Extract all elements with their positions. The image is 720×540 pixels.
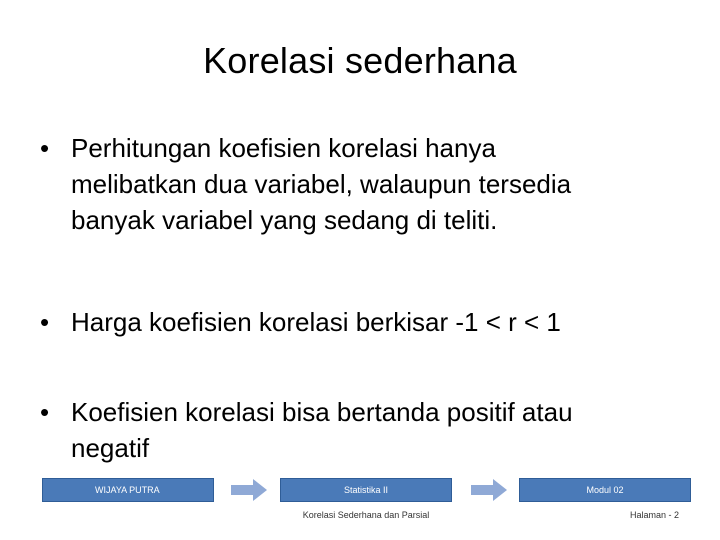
bullet-icon: • [40, 397, 50, 427]
bullet-icon: • [40, 307, 50, 337]
bullet-text [71, 130, 671, 238]
bullet-line: negatif [71, 433, 150, 463]
bullet-line: banyak variabel yang sedang di teliti. [71, 205, 498, 235]
right-arrow-icon [229, 478, 269, 502]
footer-module-box: Modul 02 [519, 478, 691, 502]
slide-title: Korelasi sederhana [203, 40, 517, 81]
bullet-icon: • [40, 133, 50, 163]
footer-author-box: WIJAYA PUTRA [42, 478, 214, 502]
right-arrow-icon [469, 478, 509, 502]
bullet-line: Perhitungan koefisien korelasi hanya [71, 133, 496, 163]
bullet-text [71, 394, 671, 466]
slide-footer [0, 478, 720, 538]
footer-topic: Korelasi Sederhana dan Parsial [302, 510, 430, 520]
bullet-line: Harga koefisien korelasi berkisar -1 < r < 1 [71, 307, 561, 337]
bullet-text [71, 304, 671, 340]
bullet-line: Koefisien korelasi bisa bertanda positif atau [71, 397, 573, 427]
footer-course-box: Statistika II [280, 478, 452, 502]
bullet-line: melibatkan dua variabel, walaupun tersedia [71, 169, 572, 199]
footer-page-number: Halaman - 2 [629, 510, 679, 520]
